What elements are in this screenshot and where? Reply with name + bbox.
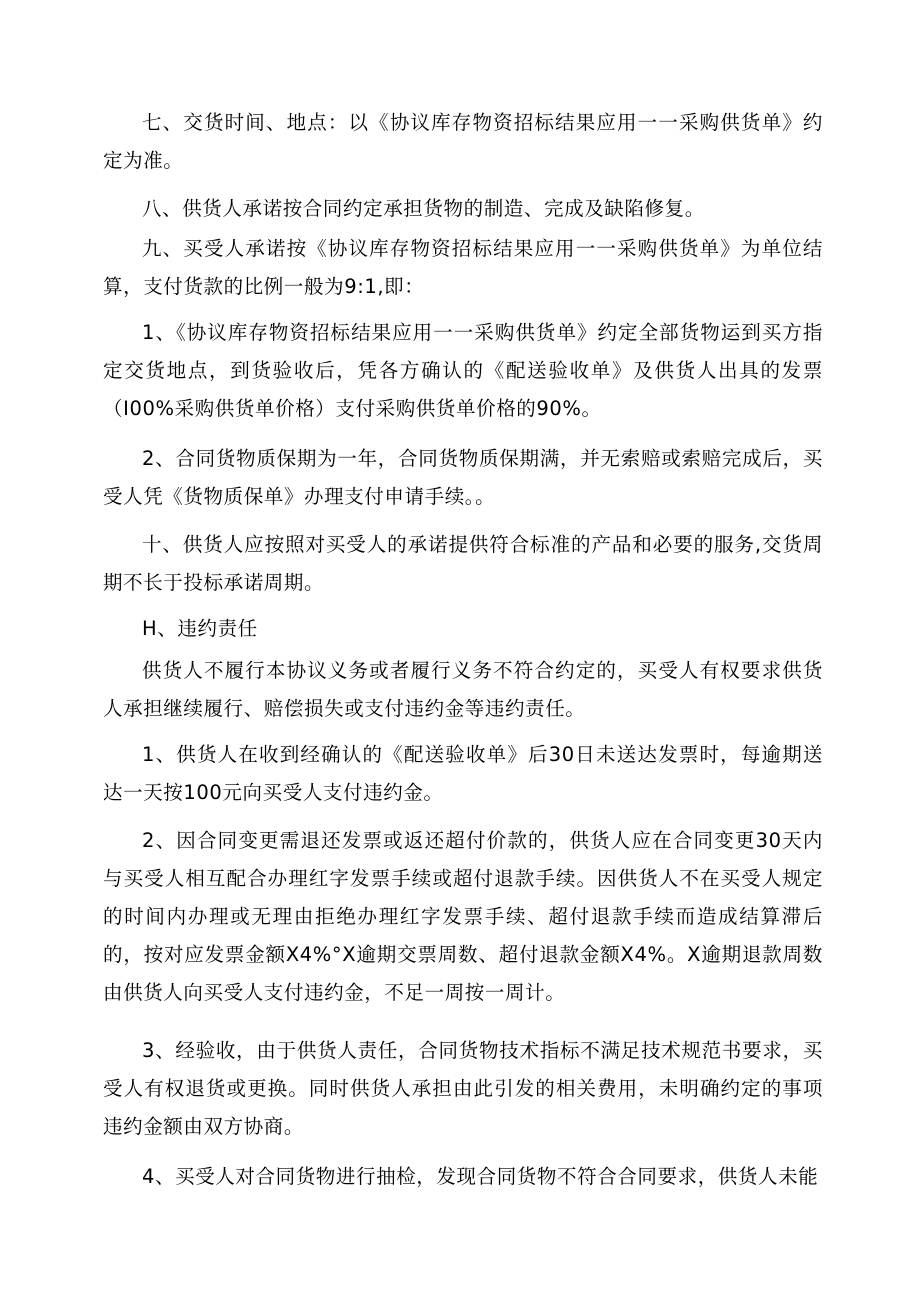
clause-9-buyer-settlement: 九、买受人承诺按《协议库存物资招标结果应用一一采购供货单》为单位结算，支付货款的比例一般为9:1,即： [103, 237, 823, 298]
clause-7-delivery-time-place: 七、交货时间、地点：以《协议库存物资招标结果应用一一采购供货单》约定为准。 [103, 111, 823, 172]
clause-8-supplier-commitment: 八、供货人承诺按合同约定承担货物的制造、完成及缺陷修复。 [142, 197, 705, 220]
breach-general-paragraph: 供货人不履行本协议义务或者履行义务不符合约定的，买受人有权要求供货人承担继续履行、赔偿损失或支付违约金等违约责任。 [103, 659, 823, 720]
breach-item-4-sampling: 4、买受人对合同货物进行抽检，发现合同货物不符合合同要求，供货人未能 [142, 1165, 819, 1188]
breach-item-2-contract-change: 2、因合同变更需退还发票或返还超付价款的，供货人应在合同变更30天内与买受人相互配合办理红字发票手续或超付退款手续。因供货人不在买受人规定的时间内办理或无理由拒绝办理红字发票手续、超付退款手续而造成结算滞后的，按对应发票金额X4%°X逾期交票周数、超付退款金额X4%。X逾期退款周数由供货人向买受人支付违约金，不足一周按一周计。 [103, 829, 823, 1004]
clause-10-service-commitment: 十、供货人应按照对买受人的承诺提供符合标准的产品和必要的服务,交货周期不长于投标承诺周期。 [103, 533, 823, 594]
clause-9-item-2-warranty: 2、合同货物质保期为一年，合同货物质保期满，并无索赔或索赔完成后，买受人凭《货物质保单》办理支付申请手续。。 [103, 447, 823, 508]
breach-item-3-inspection: 3、经验收，由于供货人责任，合同货物技术指标不满足技术规范书要求，买受人有权退货或更换。同时供货人承担由此引发的相关费用，未明确约定的事项违约金额由双方协商。 [103, 1039, 823, 1138]
section-heading-breach-liability: H、违约责任 [142, 617, 258, 640]
breach-item-1-invoice-delay: 1、供货人在收到经确认的《配送验收单》后30日未送达发票时，每逾期送达一天按100元向买受人支付违约金。 [103, 743, 823, 804]
clause-9-item-1-payment: 1、《协议库存物资招标结果应用一一采购供货单》约定全部货物运到买方指定交货地点，到货验收后，凭各方确认的《配送验收单》及供货人出具的发票（I00%采购供货单价格）支付采购供货单价格的90%。 [103, 321, 823, 420]
